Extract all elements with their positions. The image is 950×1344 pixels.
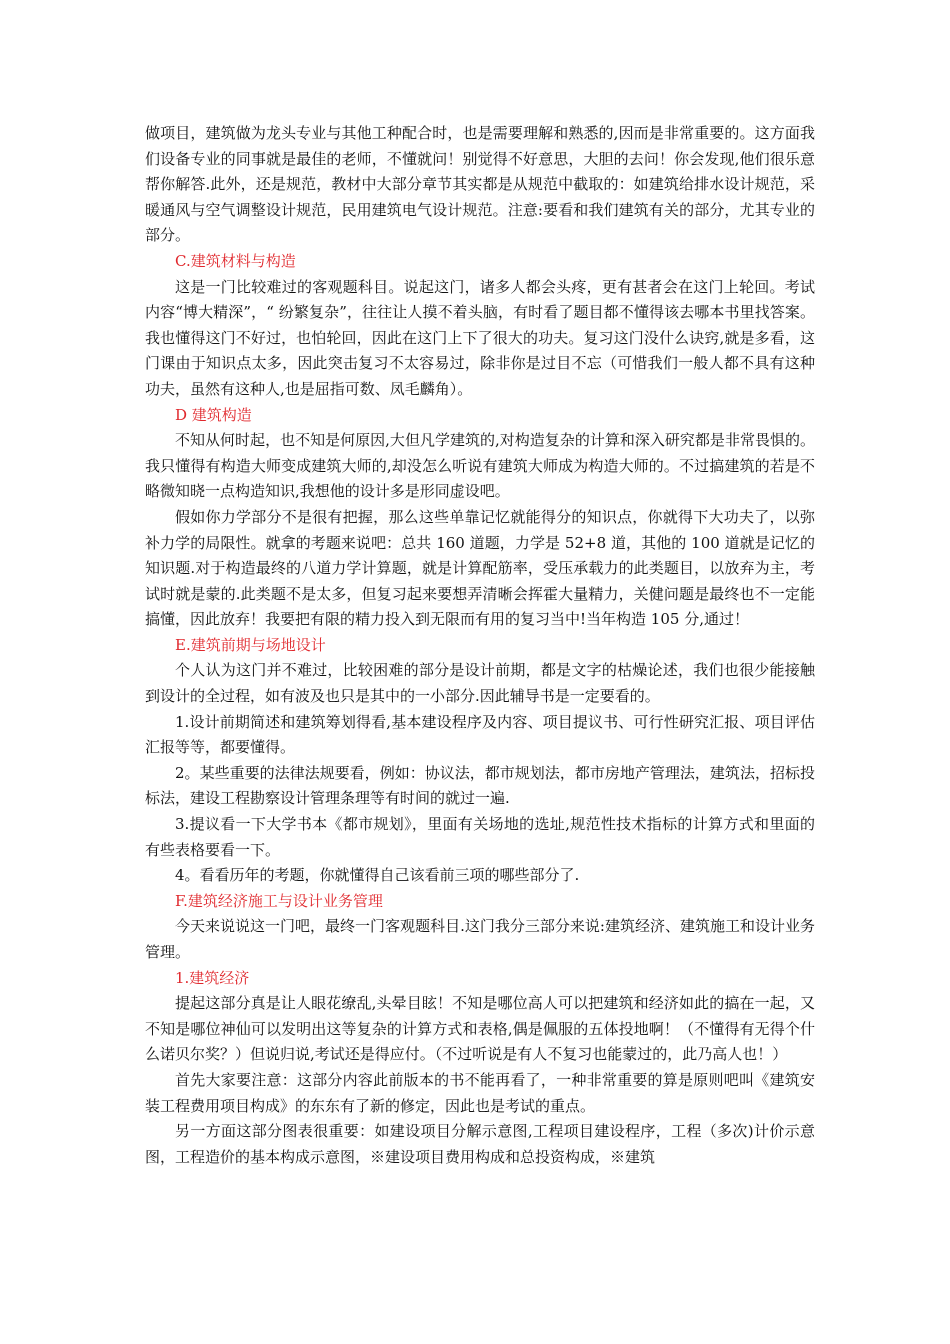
paragraph-10: 提起这部分真是让人眼花缭乱,头晕目眩！不知是哪位高人可以把建筑和经济如此的搞在一起，又不知是哪位神仙可以发明出这等复杂的计算方式和表格,偶是佩服的五体投地啊！（不懂得有无得个什么诺贝尔奖？）但说归说,考试还是得应付。（不过听说是有人不复习也能蒙过的，此乃高人也！） [145, 994, 815, 1064]
heading-c: C.建筑材料与构造 [175, 251, 296, 270]
paragraph-7: 3.提议看一下大学书本《都市规划》，里面有关场地的选址,规范性技术指标的计算方式和里面的有些表格要看一下。 [145, 815, 815, 859]
paragraph-11: 首先大家要注意：这部分内容此前版本的书不能再看了，一种非常重要的算是原则吧叫《建筑安装工程费用项目构成》的东东有了新的修定，因此也是考试的重点。 [145, 1070, 815, 1115]
heading-f: F.建筑经济施工与设计业务管理 [175, 891, 383, 910]
paragraph-6: 2。某些重要的法律法规要看，例如：协议法，都市规划法，都市房地产管理法，建筑法，招标投标法，建设工程勘察设计管理条理等有时间的就过一遍. [145, 763, 815, 808]
heading-d: D 建筑构造 [175, 405, 252, 424]
paragraph-4: 个人认为这门并不难过，比较困难的部分是设计前期，都是文字的枯燥论述，我们也很少能接触到设计的全过程，如有波及也只是其中的一小部分.因此辅导书是一定要看的。 [145, 661, 815, 706]
paragraph-2: 不知从何时起，也不知是何原因,大但凡学建筑的,对构造复杂的计算和深入研究都是非常畏惧的。我只懂得有构造大师变成建筑大师的,却没怎么听说有建筑大师成为构造大师的。不过搞建筑的若是不略微知晓一点构造知识,我想他的设计多是形同虚设吧。 [145, 431, 815, 501]
heading-e: E.建筑前期与场地设计 [175, 635, 326, 654]
paragraph-0: 做项目，建筑做为龙头专业与其他工种配合时，也是需要理解和熟悉的,因而是非常重要的。这方面我们设备专业的同事就是最佳的老师，不懂就问！别觉得不好意思，大胆的去问！你会发现,他们很乐意帮你解答.此外，还是规范，教材中大部分章节其实都是从规范中截取的：如建筑给排水设计规范，采暖通风与空气调整设计规范，民用建筑电气设计规范。注意:要看和我们建筑有关的部分，尤其专业的部分。 [145, 124, 815, 245]
paragraph-3: 假如你力学部分不是很有把握，那么这些单靠记忆就能得分的知识点，你就得下大功夫了，以弥补力学的局限性。就拿的考题来说吧：总共 160 道题，力学是 52+8 道，其他的 100 道就是记忆的知识题.对于构造最终的八道力学计算题，就是计算配筋率，受压承载力的此类题目，以放弃为主，考试时就是蒙的.此类题不是太多，但复习起来要想弄清晰会挥霍大量精力，关健问题是最终也不一定能搞懂，因此放弃！我要把有限的精力投入到无限而有用的复习当中!当年构造 105 分,通过！ [145, 507, 815, 629]
paragraph-12: 另一方面这部分图表很重要：如建设项目分解示意图,工程项目建设程序，工程（多次)计价示意图，工程造价的基本构成示意图，※建设项目费用构成和总投资构成，※建筑 [145, 1122, 815, 1166]
paragraph-1: 这是一门比较难过的客观题科目。说起这门，诸多人都会头疼，更有甚者会在这门上轮回。考试内容“博大精深”，“ 纷繁复杂”，往往让人摸不着头脑，有时看了题目都不懂得该去哪本书里找答案。我也懂得这门不好过，也怕轮回，因此在这门上下了很大的功夫。复习这门没什么诀窍,就是多看，这门课由于知识点太多，因此突击复习不太容易过，除非你是过目不忘（可惜我们一般人都不具有这种功夫，虽然有这种人,也是屈指可数、凤毛麟角）。 [145, 277, 815, 398]
document-page [145, 121, 815, 1170]
paragraph-8: 4。看看历年的考题，你就懂得自己该看前三项的哪些部分了. [175, 866, 580, 885]
paragraph-5: 1.设计前期简述和建筑筹划得看,基本建设程序及内容、项目提议书、可行性研究汇报、项目评估汇报等等，都要懂得。 [145, 712, 815, 757]
paragraph-9: 今天来说说这一门吧，最终一门客观题科目.这门我分三部分来说:建筑经济、建筑施工和设计业务管理。 [145, 917, 815, 961]
heading-f1: 1.建筑经济 [175, 968, 250, 987]
